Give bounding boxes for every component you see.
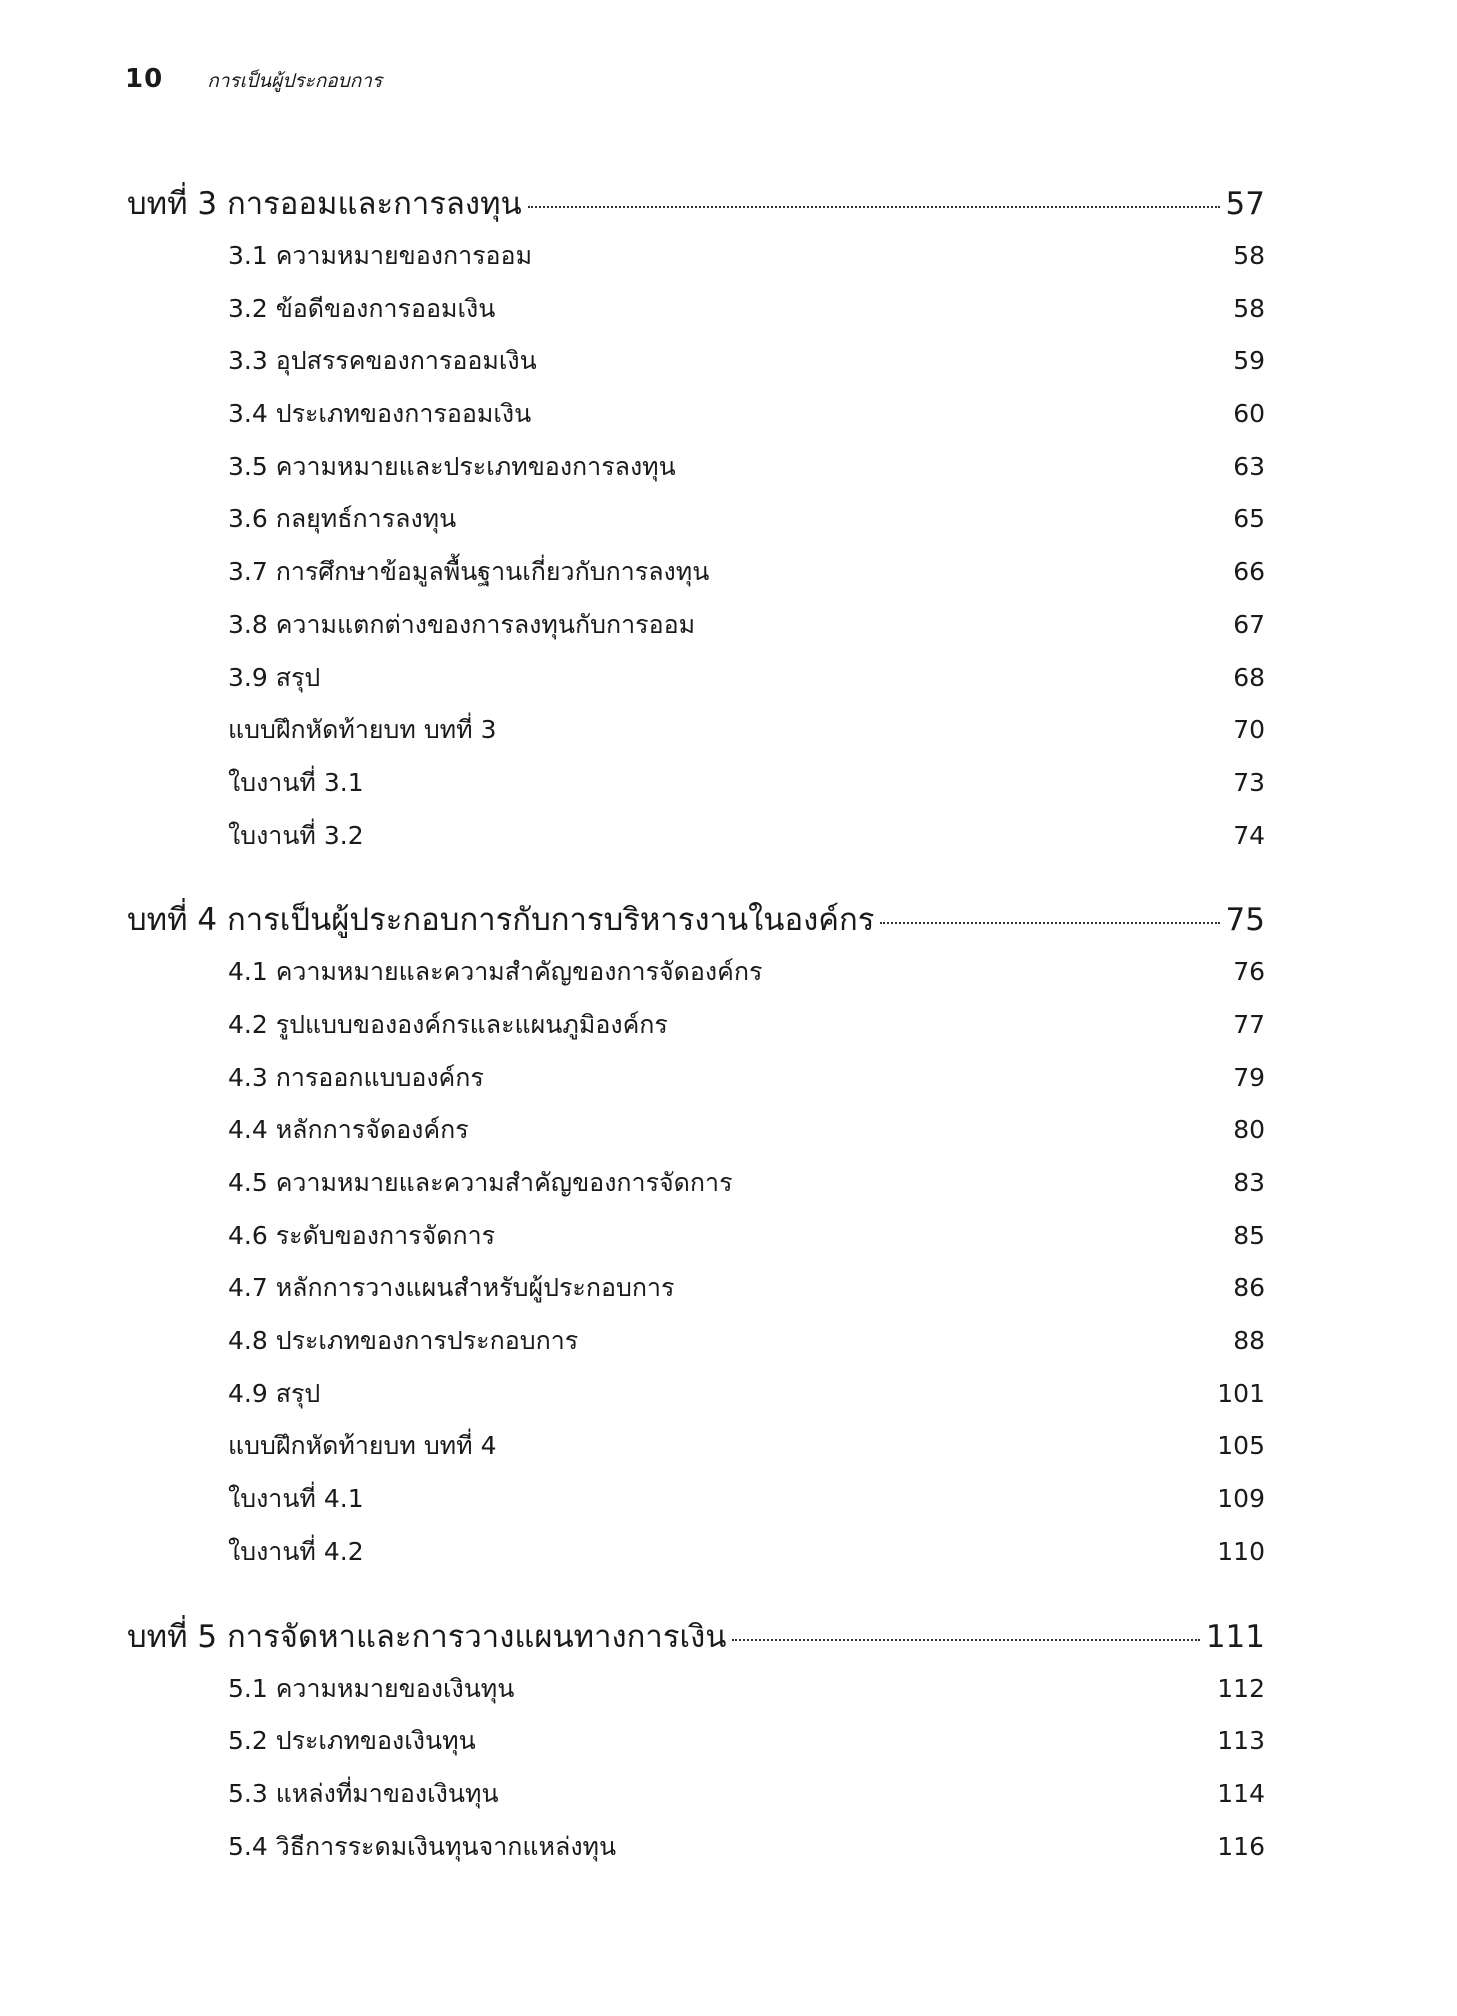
entry-title: 3.8 ความแตกต่างของการลงทุนกับการออม xyxy=(228,609,696,639)
entry-page-number: 70 xyxy=(1233,715,1265,745)
toc-entry xyxy=(127,1426,1265,1479)
toc-entry xyxy=(127,658,1265,711)
toc-entry xyxy=(127,1532,1265,1585)
chapter-heading xyxy=(127,1611,1265,1669)
toc-entry xyxy=(127,552,1265,605)
chapter-heading xyxy=(127,178,1265,236)
chapter-section xyxy=(127,1611,1265,1880)
entry-page-number: 77 xyxy=(1233,1009,1265,1039)
entry-title: 4.8 ประเภทของการประกอบการ xyxy=(228,1326,579,1356)
toc-entry xyxy=(127,1321,1265,1374)
table-of-contents xyxy=(127,178,1265,1905)
dot-leader xyxy=(732,1639,1199,1641)
entry-title: 3.4 ประเภทของการออมเงิน xyxy=(228,399,532,429)
entry-title: 5.3 แหล่งที่มาของเงินทุน xyxy=(228,1778,499,1808)
entry-page-number: 109 xyxy=(1217,1484,1265,1514)
entry-title: ใบงานที่ 3.1 xyxy=(228,767,364,797)
entry-page-number: 73 xyxy=(1233,767,1265,797)
entry-page-number: 85 xyxy=(1233,1220,1265,1250)
toc-entry xyxy=(127,1827,1265,1880)
toc-entry xyxy=(127,341,1265,394)
entry-title: 3.2 ข้อดีของการออมเงิน xyxy=(228,293,496,323)
entry-title: 5.4 วิธีการระดมเงินทุนจากแหล่งทุน xyxy=(228,1831,617,1861)
entry-page-number: 68 xyxy=(1233,662,1265,692)
toc-entry xyxy=(127,1058,1265,1111)
entry-title: 5.2 ประเภทของเงินทุน xyxy=(228,1726,476,1756)
chapter-page-number: 57 xyxy=(1225,186,1265,222)
chapter-section xyxy=(127,178,1265,868)
running-header xyxy=(125,64,382,104)
dot-leader xyxy=(880,922,1219,924)
entry-page-number: 110 xyxy=(1217,1536,1265,1566)
toc-entry xyxy=(127,236,1265,289)
toc-entry xyxy=(127,447,1265,500)
entry-title: แบบฝึกหัดท้ายบท บทที่ 4 xyxy=(228,1431,497,1461)
entry-page-number: 76 xyxy=(1233,957,1265,987)
entry-title: 4.1 ความหมายและความสำคัญของการจัดองค์กร xyxy=(228,957,763,987)
entry-page-number: 66 xyxy=(1233,557,1265,587)
toc-entry xyxy=(127,1721,1265,1774)
page-number: 10 xyxy=(125,64,164,94)
entry-page-number: 67 xyxy=(1233,609,1265,639)
toc-entry xyxy=(127,1268,1265,1321)
toc-entry xyxy=(127,1374,1265,1427)
chapter-page-number: 111 xyxy=(1205,1618,1265,1655)
entry-title: แบบฝึกหัดท้ายบท บทที่ 3 xyxy=(228,715,497,745)
entry-page-number: 101 xyxy=(1217,1378,1265,1408)
entry-title: ใบงานที่ 4.1 xyxy=(228,1484,364,1514)
entry-page-number: 63 xyxy=(1233,451,1265,481)
entry-page-number: 59 xyxy=(1233,346,1265,376)
toc-entry xyxy=(127,394,1265,447)
entry-title: 3.5 ความหมายและประเภทของการลงทุน xyxy=(228,451,676,481)
toc-entry xyxy=(127,499,1265,552)
dot-leader xyxy=(528,206,1220,208)
entry-title: 3.6 กลยุทธ์การลงทุน xyxy=(228,504,457,534)
entry-page-number: 105 xyxy=(1217,1431,1265,1461)
entry-title: 3.3 อุปสรรคของการออมเงิน xyxy=(228,346,537,376)
entry-page-number: 74 xyxy=(1233,820,1265,850)
entry-title: ใบงานที่ 3.2 xyxy=(228,820,364,850)
entry-title: 4.6 ระดับของการจัดการ xyxy=(228,1220,496,1250)
entry-title: 3.1 ความหมายของการออม xyxy=(228,241,533,270)
entry-page-number: 65 xyxy=(1233,504,1265,534)
chapter-title: บทที่ 4 การเป็นผู้ประกอบการกับการบริหารงานในองค์กร xyxy=(127,902,875,939)
entry-page-number: 112 xyxy=(1217,1673,1265,1703)
entry-title: 4.3 การออกแบบองค์กร xyxy=(228,1062,484,1092)
chapter-title: บทที่ 5 การจัดหาและการวางแผนทางการเงิน xyxy=(127,1618,727,1655)
toc-entry xyxy=(127,816,1265,869)
chapter-page-number: 75 xyxy=(1225,902,1265,939)
toc-entry xyxy=(127,952,1265,1005)
entry-title: 4.5 ความหมายและความสำคัญของการจัดการ xyxy=(228,1168,733,1197)
entry-title: 4.2 รูปแบบขององค์กรและแผนภูมิองค์กร xyxy=(228,1009,668,1039)
entry-page-number: 80 xyxy=(1233,1115,1265,1145)
chapter-heading xyxy=(127,894,1265,952)
toc-entry xyxy=(127,1005,1265,1058)
toc-entry xyxy=(127,1163,1265,1216)
entry-page-number: 114 xyxy=(1217,1778,1265,1808)
entry-title: ใบงานที่ 4.2 xyxy=(228,1536,364,1566)
chapter-section xyxy=(127,894,1265,1584)
toc-entry xyxy=(127,1479,1265,1532)
entry-title: 3.9 สรุป xyxy=(228,662,321,692)
entry-page-number: 113 xyxy=(1217,1726,1265,1756)
toc-entry xyxy=(127,710,1265,763)
entry-title: 5.1 ความหมายของเงินทุน xyxy=(228,1673,515,1703)
entry-page-number: 58 xyxy=(1233,293,1265,323)
entry-title: 3.7 การศึกษาข้อมูลพื้นฐานเกี่ยวกับการลงทุน xyxy=(228,557,710,587)
entry-page-number: 79 xyxy=(1233,1062,1265,1092)
toc-entry xyxy=(127,763,1265,816)
entry-page-number: 86 xyxy=(1233,1273,1265,1303)
toc-entry xyxy=(127,1110,1265,1163)
toc-entry xyxy=(127,1669,1265,1722)
entry-page-number: 58 xyxy=(1233,241,1265,270)
entry-page-number: 88 xyxy=(1233,1326,1265,1356)
entry-title: 4.4 หลักการจัดองค์กร xyxy=(228,1115,469,1145)
entry-page-number: 83 xyxy=(1233,1168,1265,1197)
toc-entry xyxy=(127,1774,1265,1827)
book-title: การเป็นผู้ประกอบการ xyxy=(207,70,383,92)
entry-page-number: 116 xyxy=(1217,1831,1265,1861)
toc-entry xyxy=(127,605,1265,658)
entry-title: 4.9 สรุป xyxy=(228,1378,321,1408)
entry-title: 4.7 หลักการวางแผนสำหรับผู้ประกอบการ xyxy=(228,1273,675,1303)
entry-page-number: 60 xyxy=(1233,399,1265,429)
chapter-title: บทที่ 3 การออมและการลงทุน xyxy=(127,186,522,222)
toc-entry xyxy=(127,1216,1265,1269)
toc-entry xyxy=(127,289,1265,342)
